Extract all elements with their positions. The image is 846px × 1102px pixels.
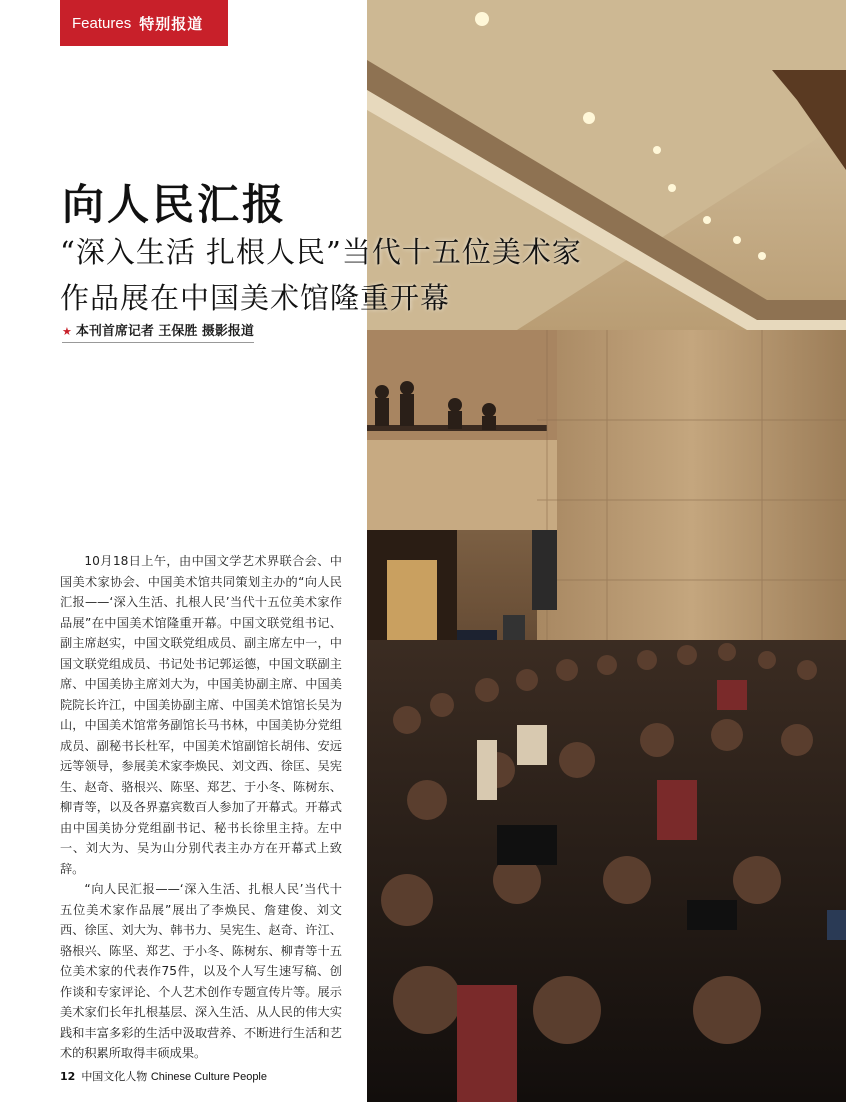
page-number: 12: [60, 1070, 76, 1083]
page-footer: [60, 1068, 267, 1084]
byline-text: 本刊首席记者 王保胜 摄影报道: [75, 324, 254, 339]
headline-subtitle-line1: “深入生活 扎根人民”当代十五位美术家: [60, 235, 582, 269]
magazine-name-en: Chinese Culture People: [150, 1071, 267, 1083]
headline-title: 向人民汇报: [62, 180, 288, 229]
headline-subtitle-line2: 作品展在中国美术馆隆重开幕: [60, 281, 451, 315]
section-tag-en: Features: [72, 14, 132, 32]
magazine-name-zh: 中国文化人物: [81, 1070, 148, 1083]
paragraph-1: 10月18日上午，由中国文学艺术界联合会、中国美术家协会、中国美术馆共同策划主办的“向人民汇报——‘深入生活、扎根人民’当代十五位美术家作品展”在中国美术馆隆重开幕。中国文联党组书记、副主席赵实，中国文联党组成员、副主席左中一，中国文联党组成员、书记处书记郭运德，中国文联副主席、中国美协主席刘大为，中国美协副主席、中国美院院长许江，中国美协副主席、中国美术馆馆长吴为山，中国美术馆常务副馆长马书林，中国美协分党组成员、副秘书长杜军，中国美术馆副馆长胡伟、安远远等领导，参展美术家李焕民、刘文西、徐匡、吴宪生、赵奇、骆根兴、陈坚、郑艺、于小冬、陈树东、柳青等，以及各界嘉宾数百人参加了开幕式。开幕式由中国美协分党组副书记、秘书长徐里主持。左中一、刘大为、吴为山分别代表主办方在开幕式上致辞。: [60, 554, 342, 876]
paragraph-2: “向人民汇报——‘深入生活、扎根人民’当代十五位美术家作品展”展出了李焕民、詹建俊、刘文西、徐匡、刘大为、韩书力、吴宪生、赵奇、许江、骆根兴、陈坚、郑艺、于小冬、陈树东、柳青等十五位美术家的代表作75件，以及个人写生速写稿、创作谈和专家评论、个人艺术创作专题宣传片等。展示美术家们长年扎根基层、深入生活、从人民的伟大实践和丰富多彩的生活中汲取营养、不断进行生活和艺术的积累所取得丰硕成果。: [60, 882, 342, 1060]
star-icon: ★: [62, 325, 72, 338]
section-tag-zh: 特别报道: [139, 14, 204, 33]
byline: [62, 320, 254, 343]
section-tag: [60, 0, 228, 46]
article-body: [60, 551, 342, 1064]
exhibition-hall-photo: [367, 0, 846, 1102]
